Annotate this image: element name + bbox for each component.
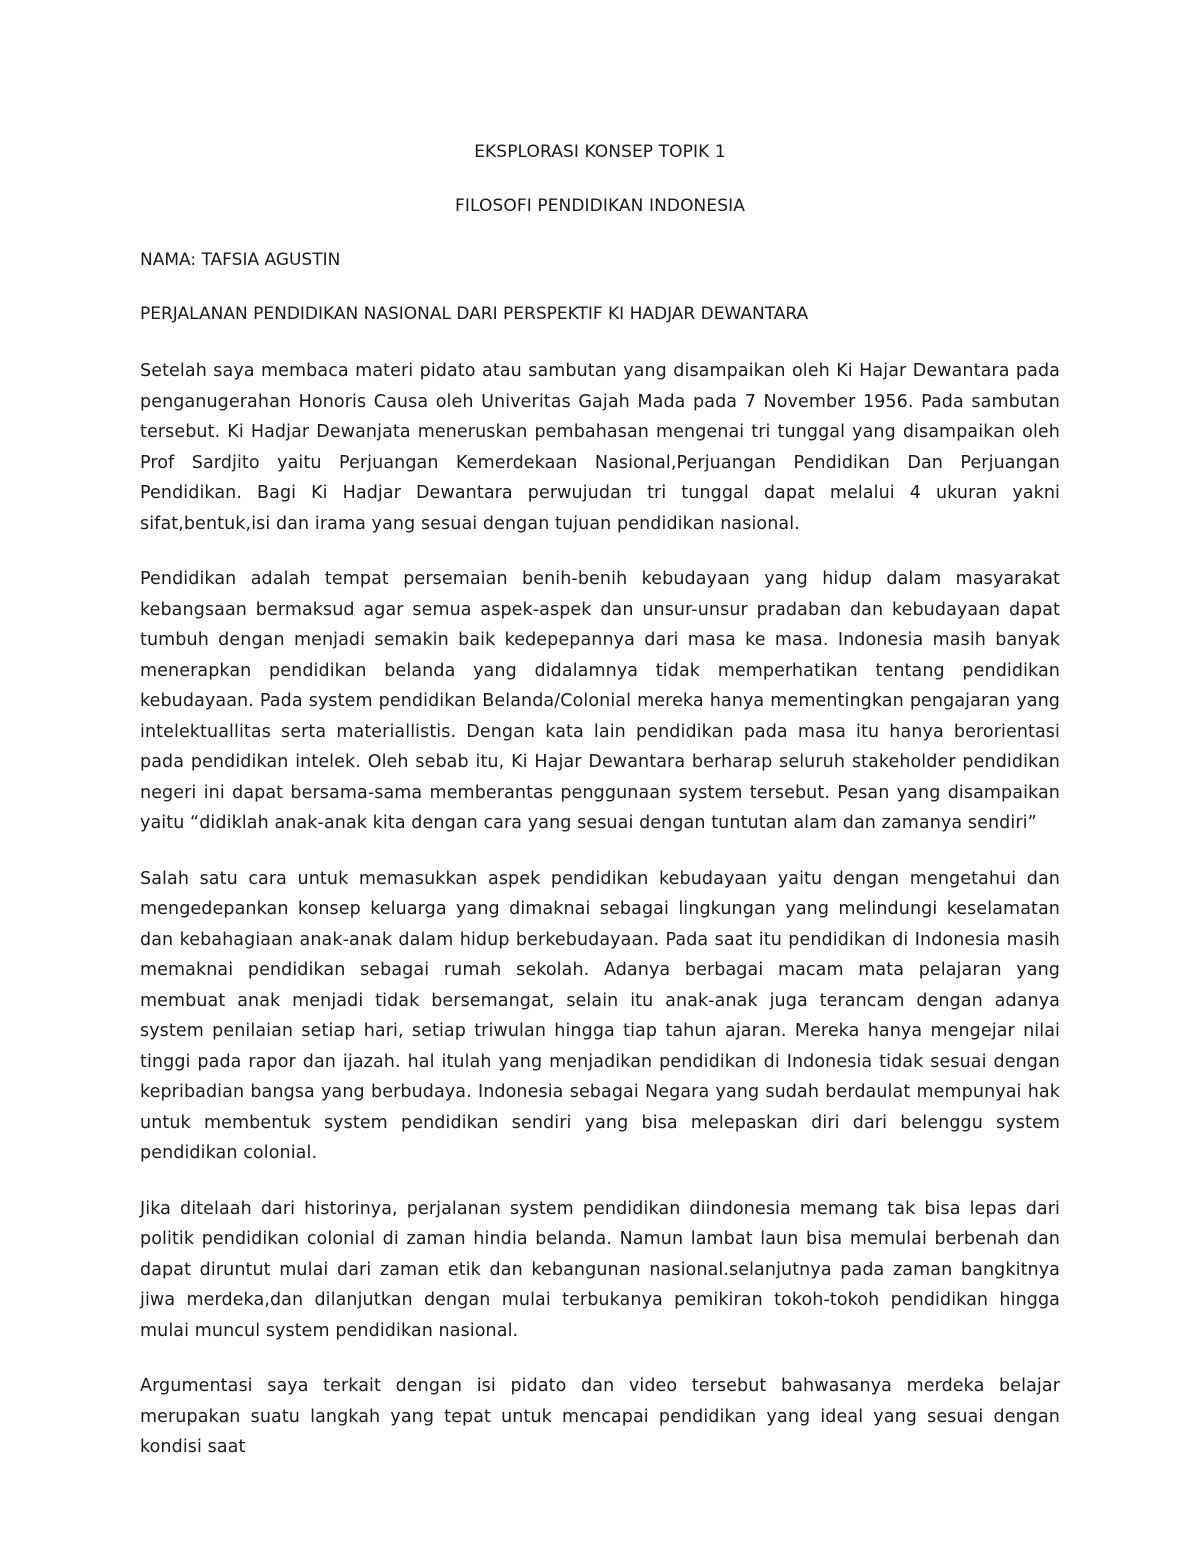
- paragraph-4: Jika ditelaah dari historinya, perjalanan system pendidikan diindonesia memang tak bisa lepas dari politik pendidikan colonial di zaman hindia belanda. Namun lambat laun bisa memulai berbenah dan dapat diruntut mulai dari zaman etik dan kebangunan nasional.selanjutnya pada zaman bangkitnya jiwa merdeka,dan dilanjutkan dengan mulai terbukanya pemikiran tokoh-tokoh pendidikan hingga mulai muncul system pendidikan nasional.: [140, 1198, 1060, 1341]
- section-heading: PERJALANAN PENDIDIKAN NASIONAL DARI PERSPEKTIF KI HADJAR DEWANTARA: [140, 304, 809, 324]
- document-title: EKSPLORASI KONSEP TOPIK 1: [474, 142, 726, 162]
- paragraph-2: Pendidikan adalah tempat persemaian benih-benih kebudayaan yang hidup dalam masyarakat kebangsaan bermaksud agar semua aspek-aspek dan unsur-unsur pradaban dan kebudayaan dapat tumbuh dengan menjadi semakin baik kedepepannya dari masa ke masa. Indonesia masih banyak menerapkan pendidikan belanda yang didalamnya tidak memperhatikan tentang pendidikan kebudayaan. Pada system pendidikan Belanda/Colonial mereka hanya mementingkan pengajaran yang intelektuallitas serta materiallistis. Dengan kata lain pendidikan pada masa itu hanya berorientasi pada pendidikan intelek. Oleh sebab itu, Ki Hajar Dewantara berharap seluruh stakeholder pendidikan negeri ini dapat bersama-sama memberantas penggunaan system tersebut. Pesan yang disampaikan yaitu “didiklah anak-anak kita dengan cara yang sesuai dengan tuntutan alam dan zamanya sendiri”: [140, 569, 1060, 833]
- author-name: NAMA: TAFSIA AGUSTIN: [140, 250, 341, 270]
- document-body: [140, 140, 1060, 1488]
- paragraph-5: Argumentasi saya terkait dengan isi pidato dan video tersebut bahwasanya merdeka belajar merupakan suatu langkah yang tepat untuk mencapai pendidikan yang ideal yang sesuai dengan kondisi saat: [140, 1376, 1060, 1457]
- document-subtitle: FILOSOFI PENDIDIKAN INDONESIA: [455, 196, 745, 216]
- paragraph-1: Setelah saya membaca materi pidato atau sambutan yang disampaikan oleh Ki Hajar Dewantara pada penganugerahan Honoris Causa oleh Univeritas Gajah Mada pada 7 November 1956. Pada sambutan tersebut. Ki Hadjar Dewanjata meneruskan pembahasan mengenai tri tunggal yang disampaikan oleh Prof Sardjito yaitu Perjuangan Kemerdekaan Nasional,Perjuangan Pendidikan Dan Perjuangan Pendidikan. Bagi Ki Hadjar Dewantara perwujudan tri tunggal dapat melalui 4 ukuran yakni sifat,bentuk,isi dan irama yang sesuai dengan tujuan pendidikan nasional.: [140, 361, 1060, 534]
- paragraph-3: Salah satu cara untuk memasukkan aspek pendidikan kebudayaan yaitu dengan mengetahui dan mengedepankan konsep keluarga yang dimaknai sebagai lingkungan yang melindungi keselamatan dan kebahagiaan anak-anak dalam hidup berkebudayaan. Pada saat itu pendidikan di Indonesia masih memaknai pendidikan sebagai rumah sekolah. Adanya berbagai macam mata pelajaran yang membuat anak menjadi tidak bersemangat, selain itu anak-anak juga terancam dengan adanya system penilaian setiap hari, setiap triwulan hingga tiap tahun ajaran. Mereka hanya mengejar nilai tinggi pada rapor dan ijazah. hal itulah yang menjadikan pendidikan di Indonesia tidak sesuai dengan kepribadian bangsa yang berbudaya. Indonesia sebagai Negara yang sudah berdaulat mempunyai hak untuk membentuk system pendidikan sendiri yang bisa melepaskan diri dari belenggu system pendidikan colonial.: [140, 868, 1060, 1163]
